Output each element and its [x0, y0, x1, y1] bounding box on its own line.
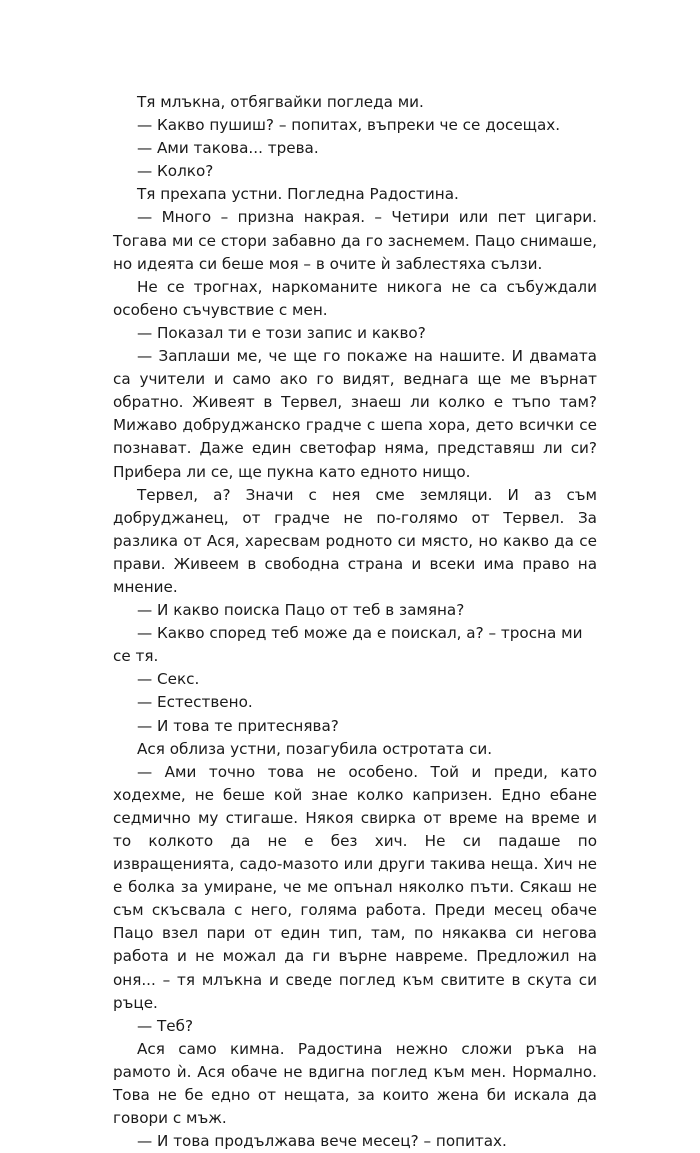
paragraph: — Ами такова... трева.: [137, 139, 319, 158]
paragraph: Тя прехапа устни. Погледна Радостина.: [137, 185, 459, 204]
paragraph: — И това продължава вече месец? – попитах.: [137, 1132, 507, 1151]
paragraph: Тервел, а? Значи с нея сме земляци. И аз съм добруджанец, от градче не по-голямо от Тервел. За разлика от Ася, харесвам родното си място, но какво да се прави. Живеем в свободна страна и всеки има право на мнение.: [113, 485, 597, 596]
paragraph: — Показал ти е този запис и какво?: [137, 323, 426, 342]
paragraph: — Заплаши ме, че ще го покаже на нашите. И двамата са учители и само ако го видят, веднага ще ме върнат обратно. Живеят в Тервел, знаеш ли колко е тъпо там? Мижаво добруджанско градче с шепа хора, дето всички се познават. Даже един светофар няма, представяш ли си? Прибера ли се, ще пукна като едното нищо.: [113, 347, 597, 481]
paragraph: — Много – призна накрая. – Четири или пет цигари. Тогава ми се стори забавно да го заснемем. Пацо снимаше, но идеята си беше моя – в очите ѝ заблестяха сълзи.: [113, 208, 597, 273]
paragraph: — Секс.: [137, 670, 200, 689]
paragraph: — И какво поиска Пацо от теб в замяна?: [137, 601, 465, 620]
paragraph: Ася само кимна. Радостина нежно сложи ръка на рамото ѝ. Ася обаче не вдигна поглед към мен. Нормално. Това не бе едно от нещата, за които жена би искала да говори с мъж.: [113, 1039, 597, 1128]
paragraph: — Ами точно това не особено. Той и преди, като ходехме, не беше кой знае колко капризен. Едно ебане седмично му стигаше. Някоя свирка от време на време и то колкото да не е без хич. Не си падаше по извращенията, садо-мазото или други такива неща. Хич не е болка за умиране, че ме опънал няколко пъти. Сякаш не съм скъсвала с него, голяма работа. Преди месец обаче Пацо взел пари от един тип, там, по някаква си негова работа и не можал да ги върне навреме. Предложил на оня... – тя млъкна и сведе поглед към свитите в скута си ръце.: [113, 762, 597, 1012]
paragraph: — Какво според теб може да е поискал, а? – тросна ми се тя.: [113, 624, 583, 666]
paragraph: Ася облиза устни, позагубила остротата си.: [137, 739, 493, 758]
paragraph: — Естествено.: [137, 693, 253, 712]
paragraph: — Теб?: [137, 1016, 194, 1035]
paragraph: — И това те притеснява?: [137, 716, 339, 735]
paragraph: Не се трогнах, наркоманите никога не са събуждали особено съчувствие с мен.: [113, 277, 597, 319]
paragraph: — Какво пушиш? – попитах, въпреки че се досещах.: [137, 116, 561, 135]
paragraph: Тя млъкна, отбягвайки погледа ми.: [137, 93, 424, 111]
paragraph: — Колко?: [137, 162, 214, 181]
body-text: [113, 91, 597, 1153]
